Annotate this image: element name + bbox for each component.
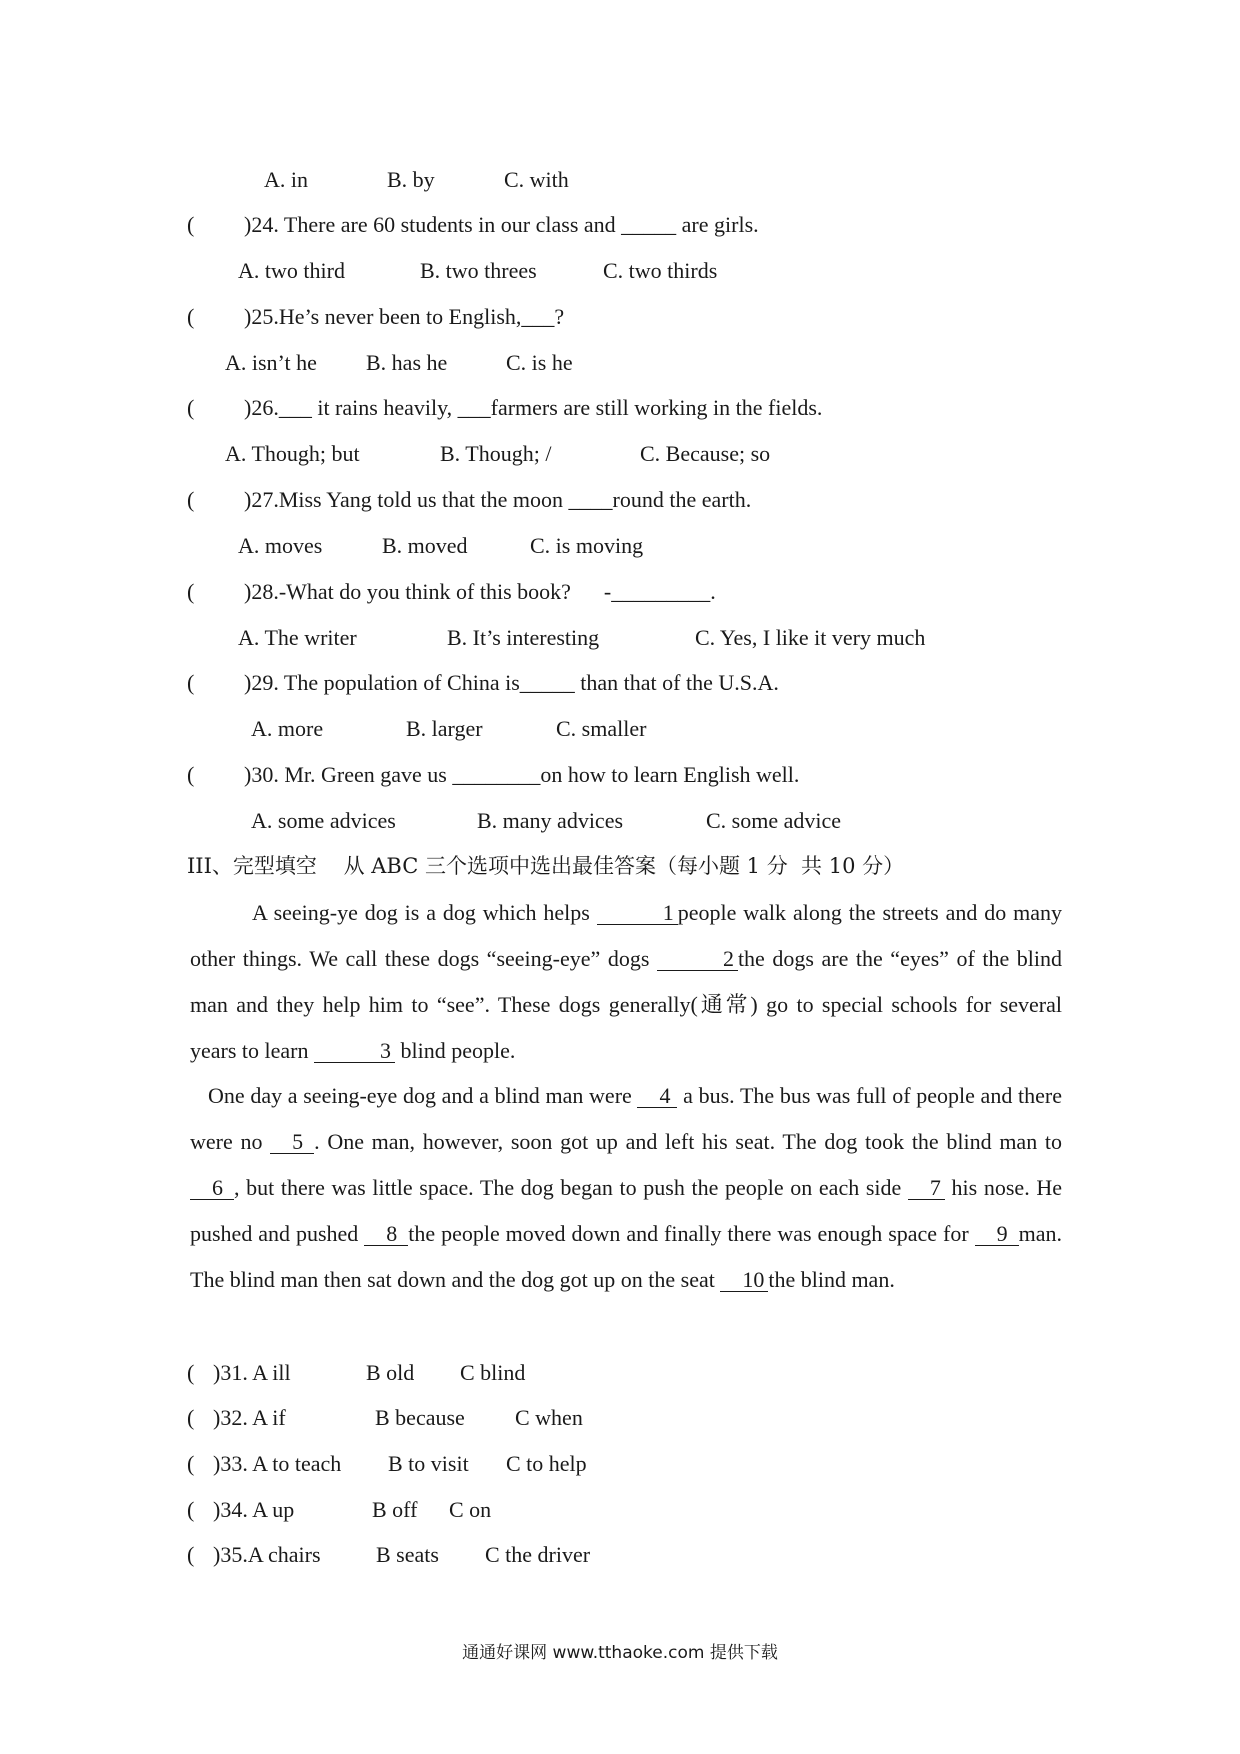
q29-option-b: B. larger — [406, 716, 483, 741]
q32-stem: )32. A if — [213, 1405, 286, 1430]
q32-option-c: C when — [515, 1405, 583, 1430]
q34-option-c: C on — [449, 1497, 492, 1522]
q26-stem: )26.___ it rains heavily, ___farmers are still working in the fields. — [244, 395, 823, 420]
q33-answer-paren[interactable]: ( — [187, 1451, 195, 1476]
q33-option-b: B to visit — [388, 1451, 469, 1476]
cloze-blank-10[interactable]: 10 — [720, 1269, 768, 1292]
q26-option-c: C. Because; so — [640, 441, 771, 466]
q35-option-c: C the driver — [485, 1542, 591, 1567]
q28-stem: )28.-What do you think of this book? -_________. — [244, 579, 716, 604]
q23-option-b: B. by — [387, 167, 435, 192]
q28-option-c: C. Yes, I like it very much — [695, 625, 926, 650]
q23-option-a: A. in — [264, 167, 308, 192]
q25-option-c: C. is he — [506, 350, 573, 375]
q34-answer-paren[interactable]: ( — [187, 1497, 195, 1522]
q26-option-a: A. Though; but — [225, 441, 360, 466]
q31-option-c: C blind — [460, 1360, 526, 1385]
q31-option-b: B old — [366, 1360, 415, 1385]
q32-answer-paren[interactable]: ( — [187, 1405, 195, 1430]
cloze-blank-5[interactable]: 5 — [270, 1131, 314, 1154]
cloze-blank-3[interactable]: 3 — [314, 1040, 395, 1063]
cloze-blank-1[interactable]: 1 — [597, 902, 678, 925]
q24-option-b: B. two threes — [420, 258, 537, 283]
q27-option-c: C. is moving — [530, 533, 644, 558]
cloze-blank-9[interactable]: 9 — [975, 1223, 1019, 1246]
q30-option-a: A. some advices — [251, 808, 396, 833]
q35-answer-paren[interactable]: ( — [187, 1542, 195, 1567]
q35-option-b: B seats — [376, 1542, 439, 1567]
q34-stem: )34. A up — [213, 1497, 295, 1522]
cloze-passage-paragraph-1: A seeing-ye dog is a dog which helps 1 people walk along the streets and do many other things. We call these dogs “seeing-eye” dogs 2 the dogs are the “eyes” of the blind man and they help him to “see”. These dogs generally(通常) go to special schools for several years to learn 3 blind people. — [190, 900, 1063, 1063]
cloze-blank-6[interactable]: 6 — [190, 1177, 234, 1200]
page-footer: 通通好课网 www.tthaoke.com 提供下载 — [462, 1643, 778, 1663]
cloze-blank-7[interactable]: 7 — [908, 1177, 945, 1200]
q30-option-b: B. many advices — [477, 808, 624, 833]
q25-answer-paren[interactable]: ( — [187, 304, 195, 329]
q24-option-c: C. two thirds — [603, 258, 718, 283]
q23-option-c: C. with — [504, 167, 569, 192]
q25-option-a: A. isn’t he — [225, 350, 317, 375]
q33-option-c: C to help — [506, 1451, 587, 1476]
q27-option-b: B. moved — [382, 533, 468, 558]
q28-answer-paren[interactable]: ( — [187, 579, 195, 604]
q26-answer-paren[interactable]: ( — [187, 395, 195, 420]
q25-option-b: B. has he — [366, 350, 448, 375]
q27-answer-paren[interactable]: ( — [187, 487, 195, 512]
q24-answer-paren[interactable]: ( — [187, 212, 195, 237]
q28-option-b: B. It’s interesting — [447, 625, 600, 650]
q27-stem: )27.Miss Yang told us that the moon ____round the earth. — [244, 487, 752, 512]
q33-stem: )33. A to teach — [213, 1451, 342, 1476]
q30-option-c: C. some advice — [706, 808, 842, 833]
q28-option-a: A. The writer — [238, 625, 357, 650]
cloze-blank-2[interactable]: 2 — [657, 948, 738, 971]
q32-option-b: B because — [375, 1405, 465, 1430]
q29-answer-paren[interactable]: ( — [187, 670, 195, 695]
q34-option-b: B off — [372, 1497, 418, 1522]
section-3-heading: III、完型填空 从 ABC 三个选项中选出最佳答案（每小题 1 分 共 10 分） — [187, 854, 905, 878]
q24-option-a: A. two third — [238, 258, 345, 283]
q26-option-b: B. Though; / — [440, 441, 552, 466]
cloze-blank-4[interactable]: 4 — [637, 1085, 677, 1108]
q29-option-a: A. more — [251, 716, 324, 741]
q25-stem: )25.He’s never been to English,___? — [244, 304, 565, 329]
q30-answer-paren[interactable]: ( — [187, 762, 195, 787]
q31-answer-paren[interactable]: ( — [187, 1360, 195, 1385]
q31-stem: )31. A ill — [213, 1360, 291, 1385]
q30-stem: )30. Mr. Green gave us ________on how to learn English well. — [244, 762, 800, 787]
cloze-passage-paragraph-2: One day a seeing-eye dog and a blind man were 4 a bus. The bus was full of people and there were no 5 . One man, however, soon got up and left his seat. The dog took the blind man to 6 , but there was little space. The dog began to push the people on each side 7 his nose. He pushed and pushed 8 the people moved down and finally there was enough space for 9 man. The blind man then sat down and the dog got up on the seat 10 the blind man. — [190, 1083, 1062, 1292]
q27-option-a: A. moves — [238, 533, 323, 558]
cloze-blank-8[interactable]: 8 — [364, 1223, 408, 1246]
q29-stem: )29. The population of China is_____ than that of the U.S.A. — [244, 670, 779, 695]
q35-stem: )35.A chairs — [213, 1542, 321, 1567]
q24-stem: )24. There are 60 students in our class and _____ are girls. — [244, 212, 759, 237]
q29-option-c: C. smaller — [556, 716, 647, 741]
